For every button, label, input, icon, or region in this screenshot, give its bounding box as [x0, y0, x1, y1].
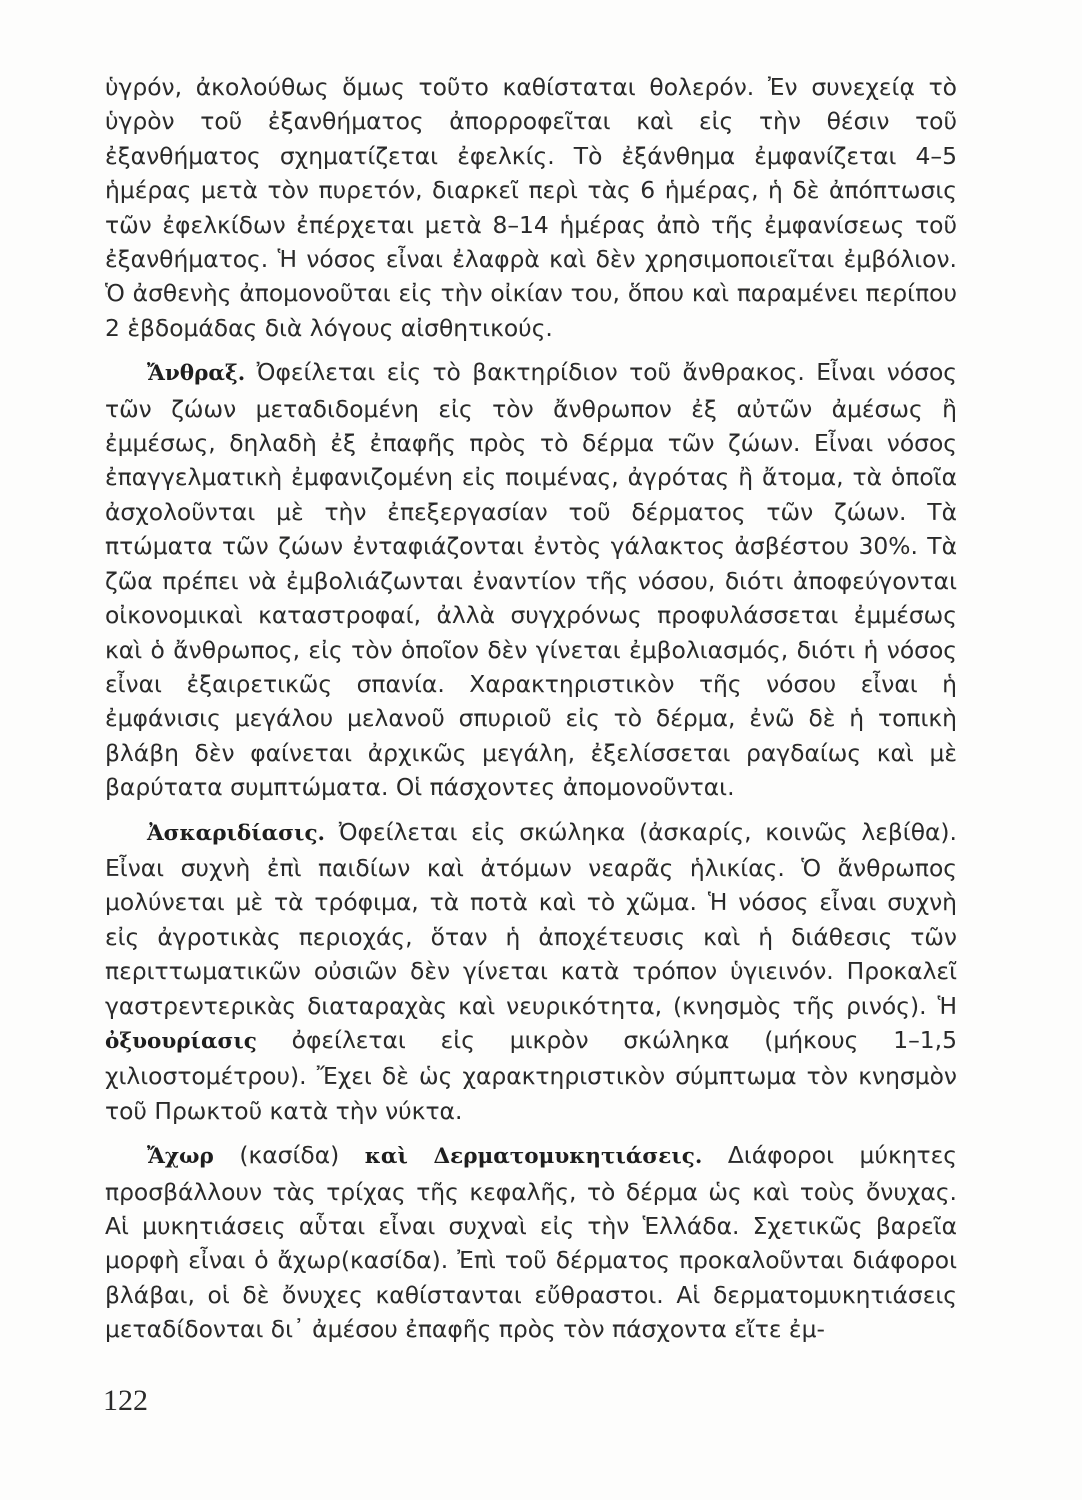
paragraph-text-continued: ὀφείλεται εἰς μικρὸν σκώληκα (μήκους 1–1,5 χιλιοστομέτρου). Ἔχει δὲ ὡς χαρακτηριστικὸν σύμπτωμα τὸν κνησμὸν τοῦ Πρωκτοῦ κατὰ τὴν νύκτα. — [105, 1025, 957, 1125]
paragraph-ascariasis — [105, 815, 957, 1129]
paragraph-text: ὑγρόν, ἀκολούθως ὅμως τοῦτο καθίσταται θολερόν. Ἐν συνεχείᾳ τὸ ὑγρὸν τοῦ ἐξανθήματος ἀπορροφεῖται καὶ εἰς τὴν θέσιν τοῦ ἐξανθήματος σχηματίζεται ἐφελκίς. Τὸ ἐξάνθημα ἐμφανίζεται 4–5 ἡμέρας μετὰ τὸν πυρετόν, διαρκεῖ περὶ τὰς 6 ἡμέρας, ἡ δὲ ἀπόπτωσις τῶν ἐφελκίδων ἐπέρχεται μετὰ 8–14 ἡμέρας ἀπὸ τῆς ἐμφανίσεως τοῦ ἐξανθήματος. Ἡ νόσος εἶναι ἐλαφρὰ καὶ δὲν χρησιμοποιεῖται ἐμβόλιον. Ὁ ἀσθενὴς ἀπομονοῦται εἰς τὴν οἰκίαν του, ὅπου καὶ παραμένει περίπου 2 ἑβδομάδας διὰ λόγους αἰσθητικούς. — [105, 73, 957, 342]
page-number: 122 — [103, 1384, 148, 1417]
section-heading-anthrax: Ἄνθραξ. — [147, 361, 246, 387]
paragraph-text: Ὀφείλεται εἰς σκώληκα (ἀσκαρίς, κοινῶς λεβίθα). Εἶναι συχνὴ ἐπὶ παιδίων καὶ ἀτόμων νεαρᾶς ἡλικίας. Ὁ ἄνθρωπος μολύνεται μὲ τὰ τρόφιμα, τὰ ποτὰ καὶ τὸ χῶμα. Ἡ νόσος εἶναι συχνὴ εἰς ἀγροτικὰς περιοχάς, ὅταν ἡ ἀποχέτευσις καὶ ἡ διάθεσις τῶν περιττωματικῶν οὐσιῶν δὲν γίνεται κατὰ τρόπον ὑγιεινόν. Προκαλεῖ γαστρεντερικὰς διαταραχὰς καὶ νευρικότητα, (κνησμὸς τῆς ρινός). Ἡ — [105, 817, 957, 1020]
body-text — [105, 70, 957, 1357]
paragraph-favus-dermatomycoses — [105, 1138, 957, 1346]
paragraph-text: Ὀφείλεται εἰς τὸ βακτηρίδιον τοῦ ἄνθρακος. Εἶναι νόσος τῶν ζώων μεταδιδομένη εἰς τὸν ἄνθρωπον ἐξ αὐτῶν ἀμέσως ἢ ἐμμέσως, δηλαδὴ ἐξ ἐπαφῆς πρὸς τὸ δέρμα τῶν ζώων. Εἶναι νόσος ἐπαγγελματικὴ ἐμφανιζομένη εἰς ποιμένας, ἀγρότας ἢ ἄτομα, τὰ ὁποῖα ἀσχολοῦνται μὲ τὴν ἐπεξεργασίαν τοῦ δέρματος τῶν ζώων. Τὰ πτώματα τῶν ζώων ἐνταφιάζονται ἐντὸς γάλακτος ἀσβέστου 30%. Τὰ ζῶα πρέπει νὰ ἐμβολιάζωνται ἐναντίον τῆς νόσου, διότι ἀποφεύγονται οἰκονομικαὶ καταστροφαί, ἀλλὰ συγχρόνως προφυλάσσεται ἐμμέσως καὶ ὁ ἄνθρωπος, εἰς τὸν ὁποῖον δὲν γίνεται ἐμβολιασμός, διότι ἡ νόσος εἶναι ἐξαιρετικῶς σπανία. Χαρακτηριστικὸν τῆς νόσου εἶναι ἡ ἐμφάνισις μεγάλου μελανοῦ σπυριοῦ εἰς τὸ δέρμα, ἐνῶ δὲ ἡ τοπικὴ βλάβη δὲν φαίνεται ἀρχικῶς μεγάλη, ἐξελίσσεται ραγδαίως καὶ μὲ βαρύτατα συμπτώματα. Οἱ πάσχοντες ἀπομονοῦνται. — [105, 358, 957, 802]
paragraph-anthrax — [105, 355, 957, 804]
section-heading-ascariasis: Ἀσκαριδίασις. — [147, 820, 326, 846]
paragraph-smallpox-continued — [105, 70, 957, 345]
section-heading-dermatomycoses: καὶ Δερματομυκητιάσεις. — [364, 1144, 703, 1170]
paragraph-text-parenthetical: (κασίδα) — [213, 1141, 365, 1170]
paragraph-text-continued: Διάφοροι μύκητες προσβάλλουν τὰς τρίχας τῆς κεφαλῆς, τὸ δέρμα ὡς καὶ τοὺς ὄνυχας. Αἱ μυκητιάσεις αὗται εἶναι συχναὶ εἰς τὴν Ἑλλάδα. Σχετικῶς βαρεῖα μορφὴ εἶναι ὁ ἄχωρ(κασίδα). Ἐπὶ τοῦ δέρματος προκαλοῦνται διάφοροι βλάβαι, οἱ δὲ ὄνυχες καθίστανται εὔθραστοι. Αἱ δερματομυκητιάσεις μεταδίδονται δι᾽ ἀμέσου ἐπαφῆς πρὸς τὸν πάσχοντα εἴτε ἐμ- — [105, 1141, 958, 1344]
inline-heading-oxyuriasis: ὀξυουρίασις — [105, 1028, 257, 1054]
section-heading-favus: Ἄχωρ — [147, 1144, 214, 1170]
